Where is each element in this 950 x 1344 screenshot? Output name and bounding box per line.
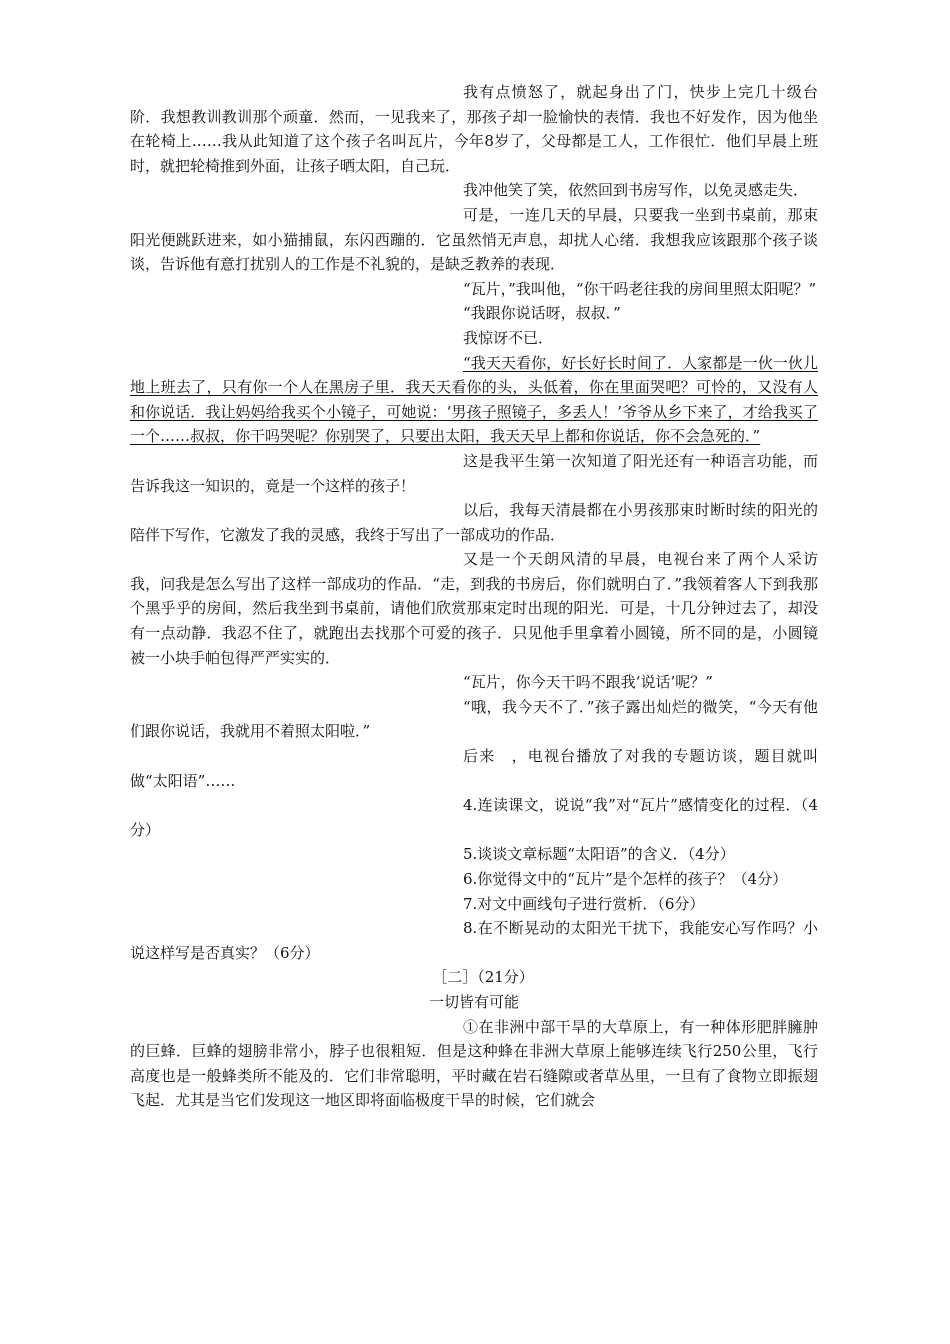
paragraph-surprise: 我惊讶不已． (463, 328, 554, 347)
dialogue-question: “瓦片，”我叫他，“你干吗老往我的房间里照太阳呢？” (463, 279, 817, 298)
underlined-passage (130, 351, 818, 449)
document-page (130, 80, 818, 1113)
section-heading: ［二］（21分） (432, 968, 534, 987)
question-5: 5.谈谈文章标题“太阳语”的含义．（4分） (463, 845, 735, 864)
article-paragraph-1: ①在非洲中部干旱的大草原上，有一种体形肥胖臃肿的巨蜂．巨蜂的翅膀非常小，脖子也很粗短．但是这种蜂在非洲大草原上能够连续飞行250公里，飞行高度也是一般蜂类所不能及的．它们非常聪明，平时藏在岩石缝隙或者草丛里，一旦有了食物立即振翅飞起．尤其是当它们发现这一地区即将面临极度干旱的时候，它们就会 (130, 1017, 818, 1110)
paragraph-2: 我冲他笑了笑，依然回到书房写作，以免灵感走失． (463, 181, 809, 200)
article-title: 一切皆有可能 (428, 992, 519, 1011)
dialogue-child-reply: “哦，我今天不了．”孩子露出灿烂的微笑，“今天有他们跟你说话，我就用不着照太阳啦．” (130, 697, 818, 741)
question-7: 7.对文中画线句子进行赏析．（6分） (463, 894, 705, 913)
paragraph-1: 我有点愤怒了，就起身出了门，快步上完几十级台阶．我想教训教训那个顽童．然而，一见我来了，那孩子却一脸愉快的表情．我也不好发作，因为他坐在轮椅上……我从此知道了这个孩子名叫瓦片，今年8岁了，父母都是工人，工作很忙．他们早晨上班时，就把轮椅推到外面，让孩子晒太阳，自己玩． (130, 83, 818, 175)
underlined-text: “我天天看你，好长好长时间了．人家都是一伙一伙儿地上班去了，只有你一个人在黑房子里．我天天看你的头，头低着，你在里面哭吧？可怜的，又没有人和你说话．我让妈妈给我买个小镜子，可她说：‘男孩子照镜子，多丢人！’爷爷从乡下来了，才给我买了一个……叔叔，你干吗哭呢？你别哭了，只要出太阳，我天天早上都和你说话，你不会急死的．” (130, 353, 818, 446)
paragraph-inspiration: 以后，我每天清晨都在小男孩那束时断时续的阳光的陪伴下写作，它激发了我的灵感，我终于写出了一部成功的作品． (130, 501, 818, 544)
paragraph-ending: 后来 ，电视台播放了对我的专题访谈，题目就叫做“太阳语”…… (130, 747, 818, 790)
paragraph-3: 可是，一连几天的早晨，只要我一坐到书桌前，那束阳光便跳跃进来，如小猫捕鼠，东闪西蹦的．它虽然悄无声息，却扰人心绪．我想我应该跟那个孩子谈谈，告诉他有意打扰别人的工作是不礼貌的，是缺乏教养的表现． (130, 205, 818, 274)
question-6: 6.你觉得文中的“瓦片”是个怎样的孩子？（4分） (463, 870, 788, 888)
question-8: 8.在不断晃动的太阳光干扰下，我能安心写作吗？小说这样写是否真实？（6分） (130, 919, 818, 962)
paragraph-interview: 又是一个天朗风清的早晨，电视台来了两个人采访我，问我是怎么写出了这样一部成功的作品．“走，到我的书房后，你们就明白了．”我领着客人下到我那个黑乎乎的房间，然后我坐到书桌前，请他们欣赏那束定时出现的阳光．可是，十几分钟过去了，却没有一点动静．我忍不住了，就跑出去找那个可爱的孩子．只见他手里拿着小圆镜，所不同的是，小圆镜被一小块手帕包得严严实实的． (130, 550, 818, 667)
paragraph-sunlight-language: 这是我平生第一次知道了阳光还有一种语言功能，而告诉我这一知识的，竟是一个这样的孩子！ (130, 451, 818, 495)
dialogue-waipian: “瓦片，你今天干吗不跟我‘说话’呢？” (463, 673, 713, 692)
dialogue-answer: “我跟你说话呀，叔叔．” (463, 304, 621, 323)
question-4: 4.连读课文，说说“我”对“瓦片”感情变化的过程．（4分） (130, 796, 818, 839)
